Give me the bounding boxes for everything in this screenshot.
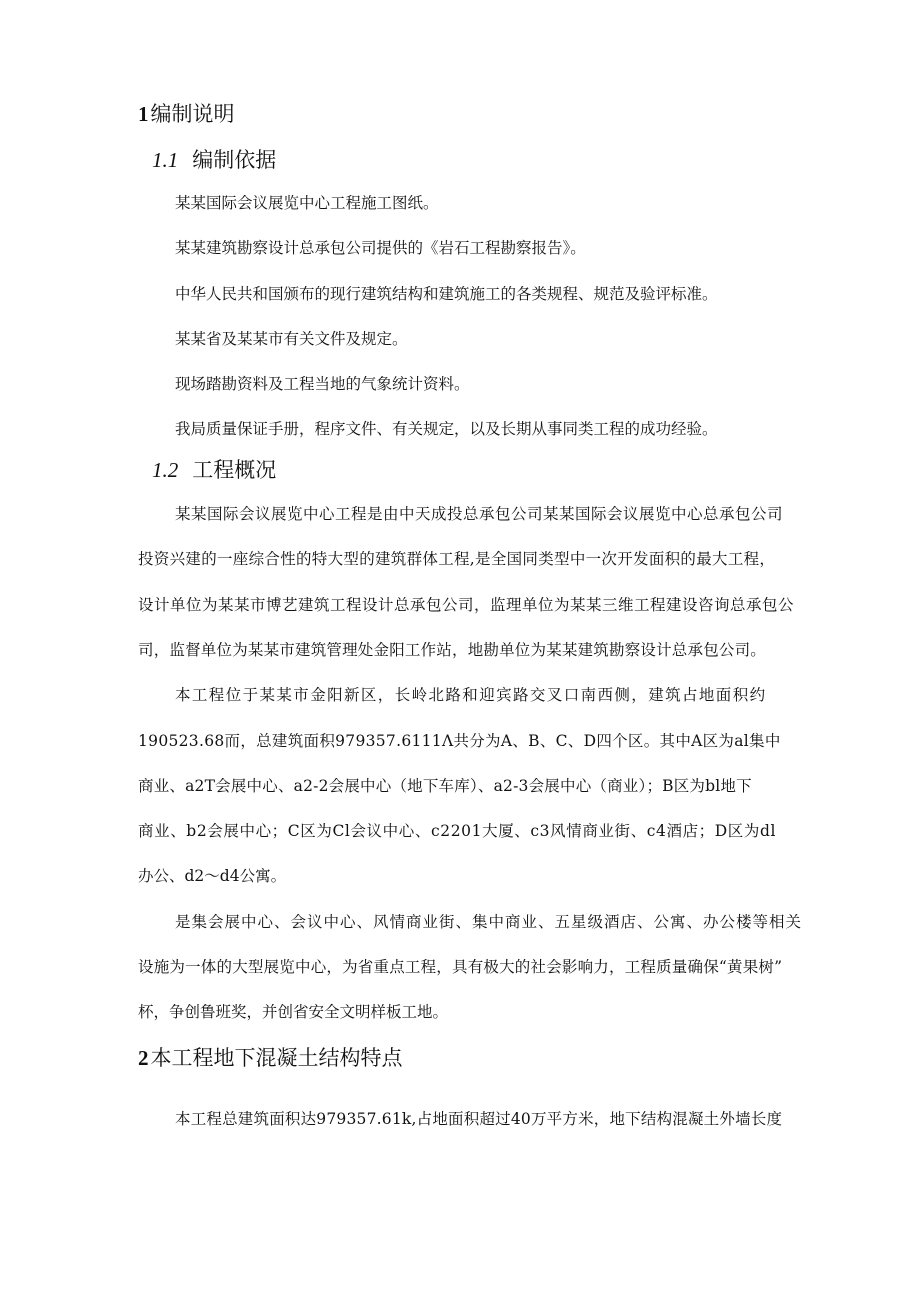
- overview-para3-line: 杯，争创鲁班奖，并创省安全文明样板工地。: [138, 1003, 449, 1021]
- overview-para3-line: 设施为一体的大型展览中心，为省重点工程，具有极大的社会影响力，工程质量确保“黄果树”: [138, 958, 783, 976]
- subsection-1-2-number: 1.2: [152, 458, 179, 482]
- basis-item: 我局质量保证手册，程序文件、有关规定，以及长期从事同类工程的成功经验。: [175, 420, 718, 438]
- basis-item: 现场踏勘资料及工程当地的气象统计资料。: [175, 375, 470, 393]
- overview-para1-line: 某某国际会议展览中心工程是由中天成投总承包公司某某国际会议展览中心总承包公司: [175, 505, 784, 523]
- section-2-para-line: 本工程总建筑面积达979357.61k,占地面积超过40万平方米，地下结构混凝土外墙长度: [175, 1110, 783, 1128]
- section-2-title: 本工程地下混凝土结构特点: [150, 1046, 403, 1070]
- basis-item: 中华人民共和国颁布的现行建筑结构和建筑施工的各类规程、规范及验评标准。: [175, 285, 718, 303]
- overview-para2-line: 商业、b2会展中心；C区为Cl会议中心、c2201大厦、c3风情商业街、c4酒店；D区为dl: [138, 822, 777, 840]
- section-1-number: 1: [138, 102, 149, 126]
- subsection-1-1-number: 1.1: [152, 148, 179, 172]
- section-2-number: 2: [138, 1046, 149, 1070]
- basis-item: 某某省及某某市有关文件及规定。: [175, 330, 408, 348]
- overview-para1-line: 设计单位为某某市博艺建筑工程设计总承包公司，监理单位为某某三维工程建设咨询总承包公: [138, 596, 795, 614]
- section-1-heading: [138, 100, 235, 128]
- overview-para2-line: 商业、a2T会展中心、a2-2会展中心（地下车库）、a2-3会展中心（商业）；B区为bl地下: [138, 777, 752, 795]
- subsection-1-1-heading: [152, 146, 276, 174]
- overview-para2-line: 办公、d2～d4公寓。: [138, 867, 287, 885]
- overview-para3-line: 是集会展中心、会议中心、风情商业街、集中商业、五星级酒店、公寓、办公楼等相关: [175, 913, 803, 931]
- basis-item: 某某建筑勘察设计总承包公司提供的《岩石工程勘察报告》。: [175, 239, 586, 257]
- overview-para1-line: 司，监督单位为某某市建筑管理处金阳工作站，地勘单位为某某建筑勘察设计总承包公司。: [138, 641, 767, 659]
- overview-para2-line: 本工程位于某某市金阳新区，长岭北路和迎宾路交叉口南西侧，建筑占地面积约: [175, 686, 767, 704]
- section-2-heading: [138, 1044, 403, 1072]
- overview-para1-line: 投资兴建的一座综合性的特大型的建筑群体工程,是全国同类型中一次开发面积的最大工程，: [138, 550, 776, 568]
- subsection-1-2-title: 工程概况: [192, 458, 277, 482]
- subsection-1-1-title: 编制依据: [192, 148, 277, 172]
- overview-para2-line: 190523.68而，总建筑面积979357.6111Λ共分为A、B、C、D四个区。其中A区为al集中: [138, 732, 781, 750]
- subsection-1-2-heading: [152, 456, 276, 484]
- basis-item: 某某国际会议展览中心工程施工图纸。: [175, 194, 439, 212]
- section-1-title: 编制说明: [150, 102, 235, 126]
